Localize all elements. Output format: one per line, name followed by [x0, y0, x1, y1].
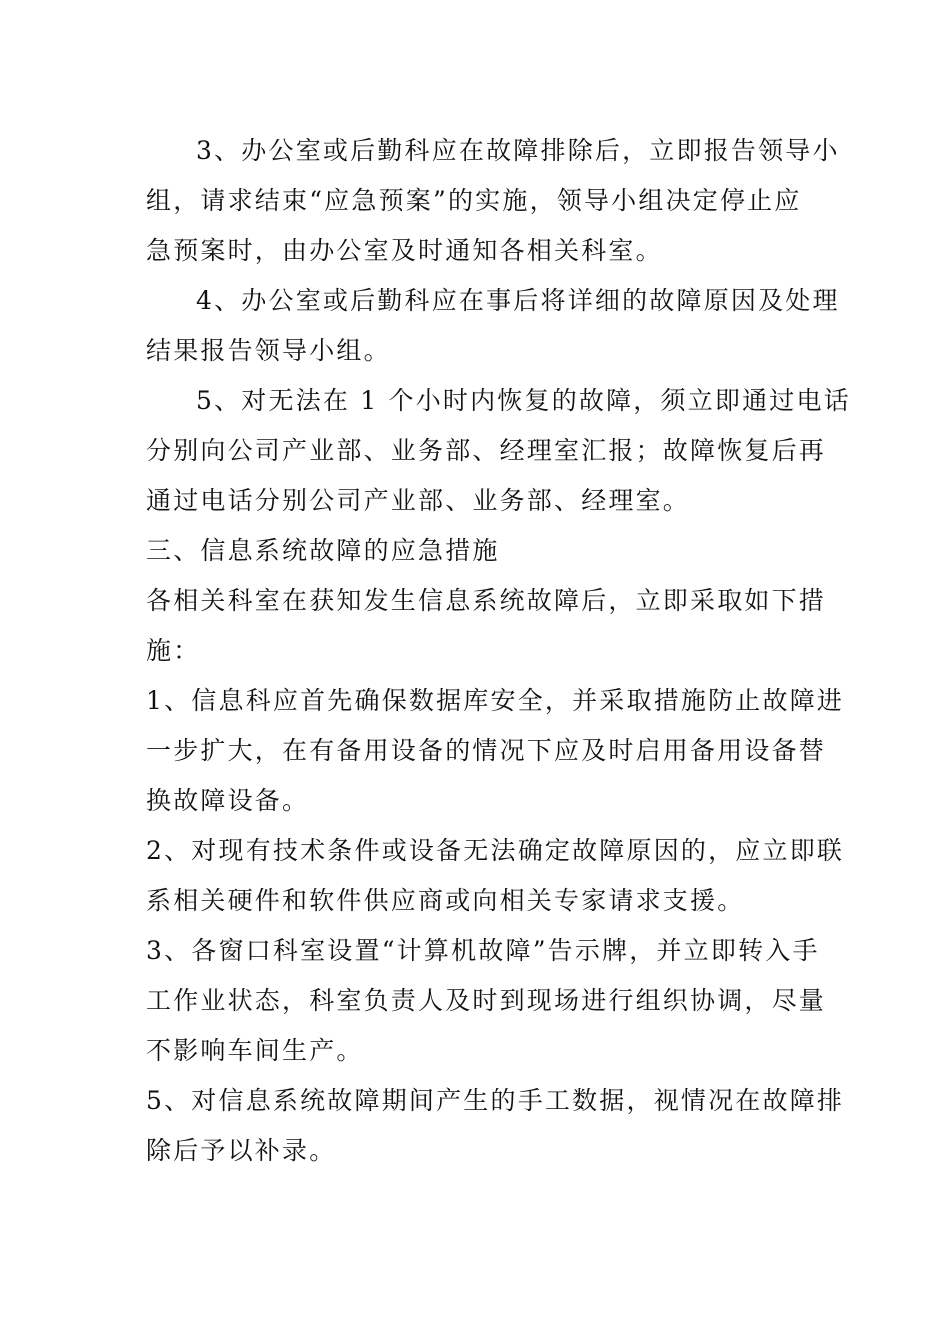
text-line: 结果报告领导小组。: [146, 336, 391, 365]
text-line: 4、办公室或后勤科应在事后将详细的故障原因及处理: [196, 286, 840, 315]
text-line: 一步扩大，在有备用设备的情况下应及时启用备用设备替: [146, 736, 827, 765]
text-line: 通过电话分别公司产业部、业务部、经理室。: [146, 486, 691, 515]
text-line: 1、信息科应首先确保数据库安全，并采取措施防止故障进: [146, 686, 845, 715]
text-line: 工作业状态，科室负责人及时到现场进行组织协调，尽量: [146, 986, 827, 1015]
text-line: 系相关硬件和软件供应商或向相关专家请求支援。: [146, 886, 745, 915]
text-line: 3、各窗口科室设置“计算机故障”告示牌，并立即转入手: [146, 936, 820, 965]
text-line: 除后予以补录。: [146, 1136, 337, 1165]
text-line: 施：: [146, 636, 201, 665]
text-line: 组，请求结束“应急预案”的实施，领导小组决定停止应: [146, 186, 802, 215]
document-body: [146, 126, 851, 1176]
text-line: 急预案时，由办公室及时通知各相关科室。: [146, 236, 663, 265]
text-line: 3、办公室或后勤科应在故障排除后，立即报告领导小: [196, 136, 840, 165]
text-line: 各相关科室在获知发生信息系统故障后，立即采取如下措: [146, 586, 827, 615]
section-heading: 三、信息系统故障的应急措施: [146, 536, 500, 565]
text-line: 2、对现有技术条件或设备无法确定故障原因的，应立即联: [146, 836, 845, 865]
text-line: 5、对信息系统故障期间产生的手工数据，视情况在故障排: [146, 1086, 845, 1115]
text-line: 换故障设备。: [146, 786, 310, 815]
text-line: 不影响车间生产。: [146, 1036, 364, 1065]
text-line: 5、对无法在 1 个小时内恢复的故障，须立即通过电话: [196, 386, 851, 415]
text-line: 分别向公司产业部、业务部、经理室汇报；故障恢复后再: [146, 436, 827, 465]
